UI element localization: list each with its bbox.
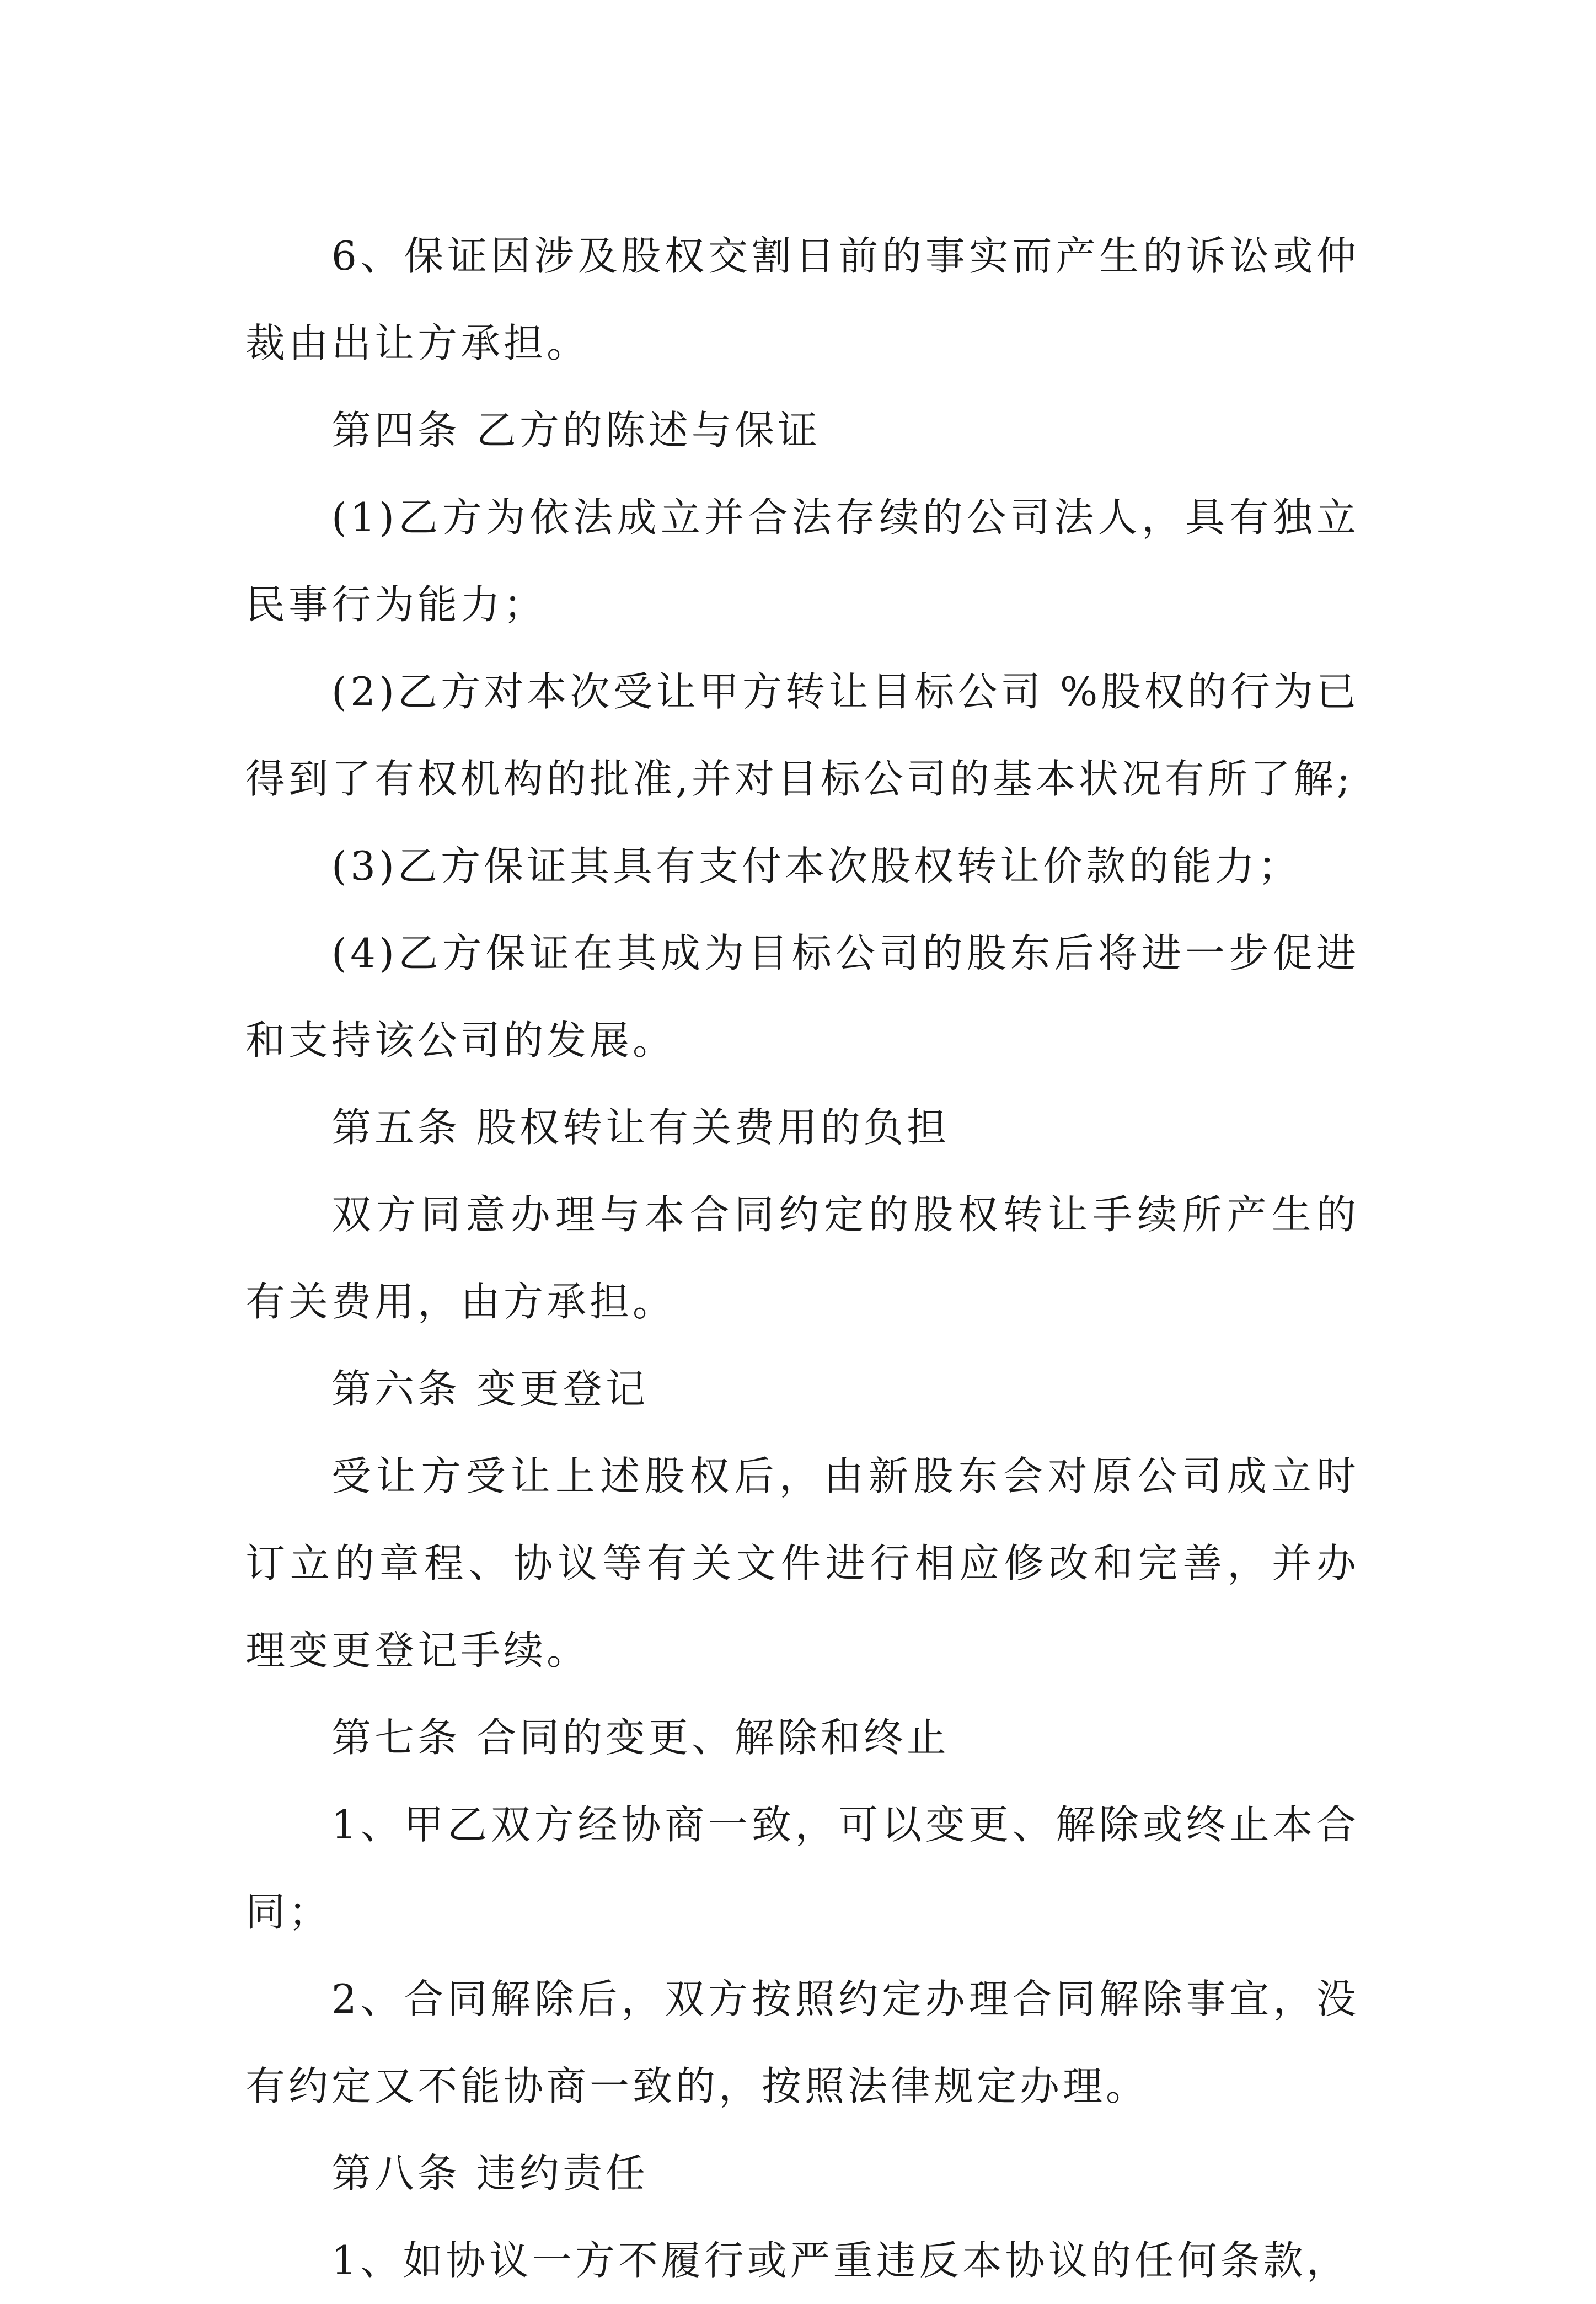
- paragraph-article-4-item-1: (1)乙方为依法成立并合法存续的公司法人，具有独立民事行为能力；: [245, 494, 1359, 628]
- document-body: [245, 212, 1359, 2304]
- paragraph-clause-3-item-6: 6、保证因涉及股权交割日前的事实而产生的诉讼或仲裁由出让方承担。: [245, 233, 1359, 366]
- paragraph-article-4-item-2: (2)乙方对本次受让甲方转让目标公司 %股权的行为已得到了有权机构的批准,并对目标公司的基本状况有所了解;: [245, 669, 1359, 802]
- heading-article-5: 第五条 股权转让有关费用的负担: [331, 1104, 950, 1151]
- paragraph-article-4-item-4: (4)乙方保证在其成为目标公司的股东后将进一步促进和支持该公司的发展。: [245, 930, 1359, 1063]
- heading-article-7: 第七条 合同的变更、解除和终止: [331, 1714, 950, 1761]
- paragraph-article-8-item-1: 1、如协议一方不履行或严重违反本协议的任何条款，: [331, 2237, 1349, 2284]
- paragraph-article-5: 双方同意办理与本合同约定的股权转让手续所产生的有关费用，由方承担。: [245, 1191, 1359, 1325]
- paragraph-article-7-item-1: 1、甲乙双方经协商一致，可以变更、解除或终止本合同；: [245, 1801, 1359, 1935]
- paragraph-article-7-item-2: 2、合同解除后，双方按照约定办理合同解除事宜，没有约定又不能协商一致的，按照法律规定办理。: [245, 1976, 1359, 2109]
- paragraph-article-4-item-3: (3)乙方保证其具有支付本次股权转让价款的能力；: [331, 843, 1301, 889]
- heading-article-8: 第八条 违约责任: [331, 2150, 649, 2196]
- paragraph-article-6: 受让方受让上述股权后，由新股东会对原公司成立时订立的章程、协议等有关文件进行相应修改和完善，并办理变更登记手续。: [245, 1453, 1359, 1674]
- heading-article-6: 第六条 变更登记: [331, 1366, 649, 1412]
- heading-article-4: 第四条 乙方的陈述与保证: [331, 407, 821, 453]
